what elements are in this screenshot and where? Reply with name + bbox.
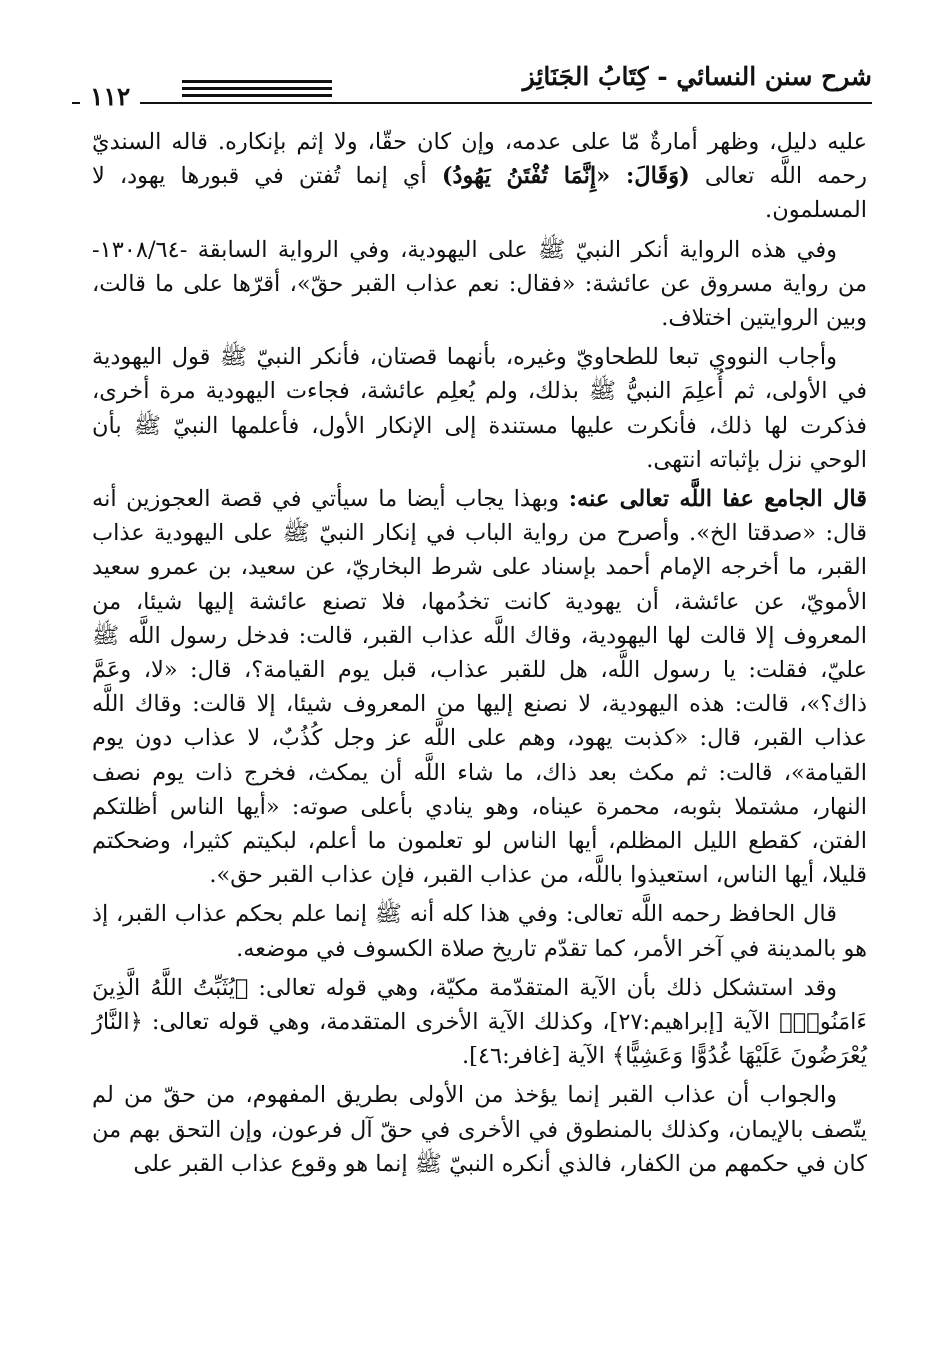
paragraph-text: وفي هذه الرواية أنكر النبيّ ﷺ على اليهودية، وفي الرواية السابقة -١٣٠٨/٦٤- من رواية مسروق عن عائشة: «فقال: نعم عذاب القبر حقّ»، أقرّها على ما قالت، وبين الروايتين اختلاف. [92,236,867,332]
paragraph [92,482,867,892]
bold-heading-text: قال الجامع عفا اللَّه تعالى عنه: [568,486,867,513]
paragraph-text: عليه دليل، وظهر أمارةٌ مّا على عدمه، وإن كان حقّا، ولا إثم بإنكاره. قاله السنديّ رحمه اللَّه تعالى [92,129,867,190]
running-title: شرح سنن النسائي - كِتَابُ الجَنَائِز [522,62,872,91]
paragraph-text: وبهذا يجاب أيضا ما سيأتي في قصة العجوزين أنه قال: «صدقتا الخ». وأصرح من رواية الباب في إنكار النبيّ ﷺ على اليهودية عذاب القبر، ما أخرجه الإمام أحمد بإسناد على شرط البخاريّ، عن سعيد، بن عمرو سعيد الأمويّ، عن عائشة، أن يهودية كانت تخدُمها، فلا تصنع عائشة إليها شيئا، من المعروف إلا قالت لها اليهودية، وقاك اللَّه عذاب القبر، قالت: فدخل رسول اللَّه ﷺ عليّ، فقلت: يا رسول اللَّه، هل للقبر عذاب، قبل يوم القيامة؟، قال: «لا، وعَمَّ ذاك؟»، قالت: هذه اليهودية، لا نصنع إليها من المعروف شيئا، إلا قالت: وقاك اللَّه عذاب القبر، قال: «كذبت يهود، وهم على اللَّه عز وجل كُذُبٌ، لا عذاب دون يوم القيامة»، قالت: ثم مكث بعد ذاك، ما شاء اللَّه أن يمكث، فخرج ذات يوم نصف النهار، مشتملا بثوبه، محمرة عيناه، وهو ينادي بأعلى صوته: «أيها الناس أظلتكم الفتن، كقطع الليل المظلم، أيها الناس لو تعلمون ما أعلم، لبكيتم كثيرا، وضحكتم قليلا، أيها الناس، استعيذوا باللَّه، من عذاب القبر، فإن عذاب القبر حق». [92,486,867,889]
paragraph [92,971,867,1074]
paragraph [92,340,867,477]
paragraph [92,1078,867,1181]
page-number: ١١٢ [80,82,140,111]
paragraph-text: وقد استشكل ذلك بأن الآية المتقدّمة مكيّة، وهي قوله تعالى: ﴿يُثَبِّتُ اللَّهُ الَّذِينَ ءَامَنُوا۟﴾ الآية [إبراهيم:٢٧]، وكذلك الآية الأخرى المتقدمة، وهي قوله تعالى: ﴿النَّارُ يُعْرَضُونَ عَلَيْهَا غُدُوًّا وَعَشِيًّا﴾ الآية [غافر:٤٦]. [92,974,868,1070]
paragraph [92,125,867,228]
paragraph-text: قال الحافظ رحمه اللَّه تعالى: وفي هذا كله أنه ﷺ إنما علم بحكم عذاب القبر، إذ هو بالمدينة في آخر الأمر، كما تقدّم تاريخ صلاة الكسوف في موضعه. [92,901,867,962]
paragraph [92,233,867,336]
paragraph-text: والجواب أن عذاب القبر إنما يؤخذ من الأولى بطريق المفهوم، من حقّ من لم يتّصف بالإيمان، وكذلك بالمنطوق في الأخرى في حقّ آل فرعون، وإن التحق بهم من كان في حكمهم من الكفار، فالذي أنكره النبيّ ﷺ إنما هو وقوع عذاب القبر على [92,1082,867,1177]
page-number-ornament [182,80,332,108]
paragraph-text: وأجاب النووي تبعا للطحاويّ وغيره، بأنهما قصتان، فأنكر النبيّ ﷺ قول اليهودية في الأولى، ثم أُعلِمَ النبيُّ ﷺ بذلك، ولم يُعلِم عائشة، فجاءت اليهودية مرة أخرى، فذكرت لها ذلك، فأنكرت عليها مستندة إلى الإنكار الأول، فأعلمها النبيّ ﷺ بأن الوحي نزل بإثباته انتهى. [92,344,867,473]
body-text [92,125,867,1186]
bold-heading-text: (وَقَالَ: «إِنَّمَا تُفْتَنُ يَهُودُ) [441,163,690,190]
paragraph-text: أي إنما تُفتن في قبورها يهود، لا المسلمون. [92,163,867,224]
paragraph [92,897,867,965]
page-header [72,62,872,112]
